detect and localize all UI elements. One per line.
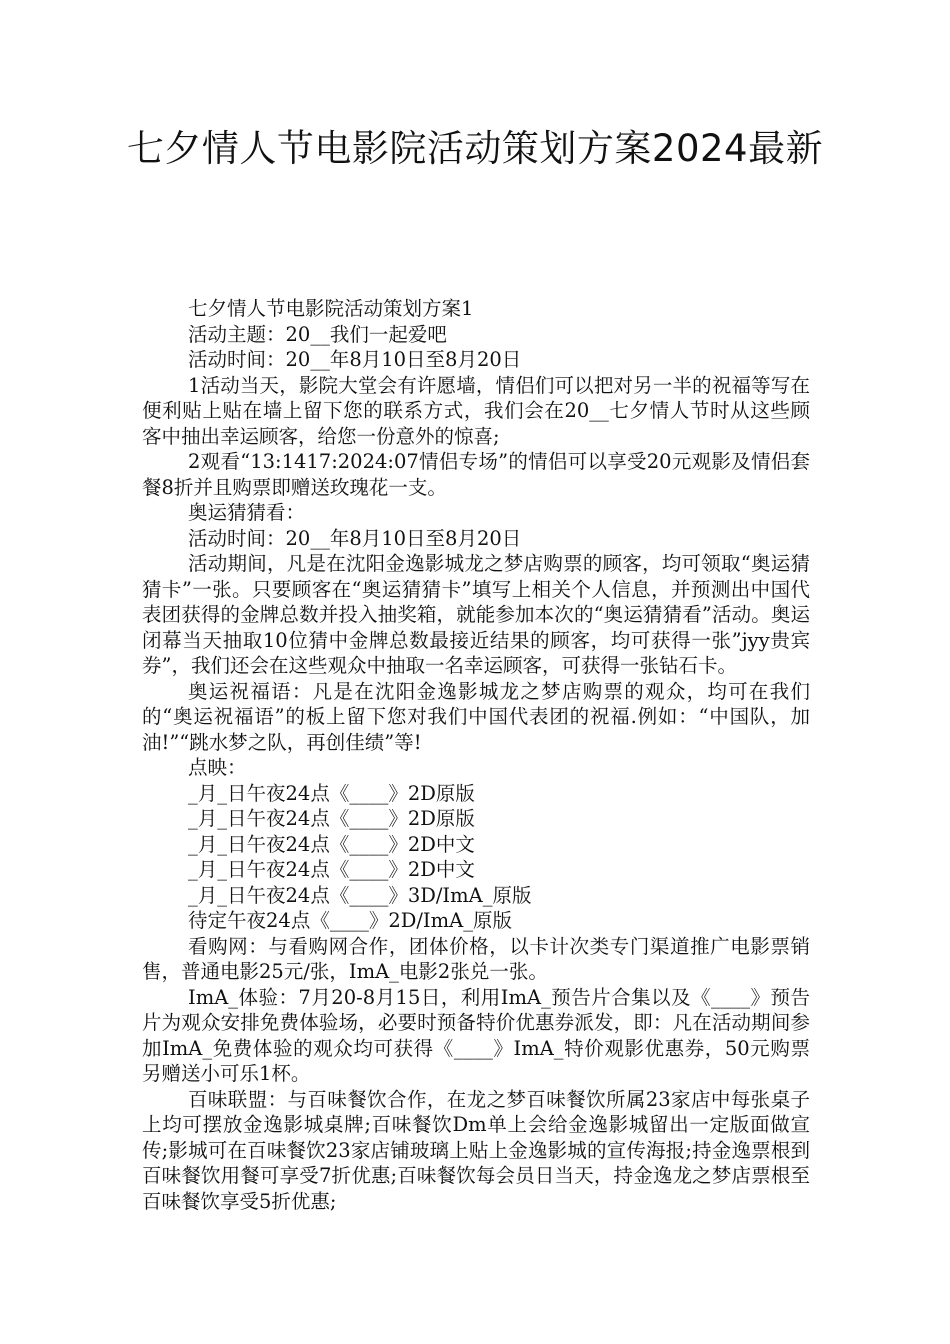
paragraph-activity-theme: 活动主题：20__我们一起爱吧: [188, 322, 447, 346]
paragraph-screening-heading: 点映：: [188, 756, 247, 779]
document-body: [142, 296, 810, 1214]
paragraph-baiwei-alliance: 百味联盟：与百味餐饮合作，在龙之梦百味餐饮所属23家店中每张桌子上均可摆放金逸影城桌牌;百味餐饮Dm单上会给金逸影城留出一定版面做宣传;影城可在百味餐饮23家店铺玻璃上贴上金逸影城的宣传海报;持金逸票根到百味餐饮用餐可享受7折优惠;百味餐饮每会员日当天，持金逸龙之梦店票根至百味餐饮享受5折优惠;: [142, 1087, 810, 1213]
paragraph-wish-wall: 1活动当天，影院大堂会有许愿墙，情侣们可以把对另一半的祝福等写在便利贴上贴在墙上留下您的联系方式，我们会在20__七夕情人节时从这些顾客中抽出幸运顾客，给您一份意外的惊喜;: [142, 373, 810, 448]
paragraph-kangou-partnership: 看购网：与看购网合作，团体价格，以卡计次类专门渠道推广电影票销售，普通电影25元/张，ImA_电影2张兑一张。: [142, 934, 810, 983]
paragraph-olympic-guess-detail: 活动期间，凡是在沈阳金逸影城龙之梦店购票的顾客，均可领取“奥运猜猜卡”一张。只要顾客在“奥运猜猜卡”填写上相关个人信息，并预测出中国代表团获得的金牌总数并投入抽奖箱，就能参加本次的“奥运猜猜看”活动。奥运闭幕当天抽取10位猜中金牌总数最接近结果的顾客，均可获得一张”jyy贵宾券”，我们还会在这些观众中抽取一名幸运顾客，可获得一张钻石卡。: [142, 552, 810, 677]
paragraph-screening-item: _月_日午夜24点《____》2D中文: [188, 858, 475, 881]
paragraph-olympic-wishes: 奥运祝福语：凡是在沈阳金逸影城龙之梦店购票的观众，均可在我们的“奥运祝福语”的板上留下您对我们中国代表团的祝福.例如：“中国队，加油!”“跳水梦之队，再创佳绩”等!: [142, 679, 810, 754]
paragraph-plan-heading: 七夕情人节电影院活动策划方案1: [188, 297, 474, 320]
paragraph-screening-item: _月_日午夜24点《____》2D原版: [188, 807, 475, 830]
paragraph-couple-session: 2观看“13:1417:2024:07情侣专场”的情侣可以享受20元观影及情侣套餐8折并且购票即赠送玫瑰花一支。: [142, 450, 810, 499]
paragraph-olympic-guess-heading: 奥运猜猜看：: [188, 501, 306, 524]
paragraph-activity-time: 活动时间：20__年8月10日至8月20日: [188, 348, 522, 371]
paragraph-olympic-guess-time: 活动时间：20__年8月10日至8月20日: [188, 526, 522, 550]
paragraph-screening-item: 待定午夜24点《____》2D/ImA_原版: [188, 909, 512, 932]
paragraph-screening-item: _月_日午夜24点《____》2D中文: [188, 832, 475, 856]
paragraph-imax-experience: ImA_体验：7月20-8月15日，利用ImA_预告片合集以及《____》预告片为观众安排免费体验场，必要时预备特价优惠券派发，即：凡在活动期间参加ImA_免费体验的观众均可获得《____》ImA_特价观影优惠券，50元购票另赠送小可乐1杯。: [142, 985, 810, 1085]
paragraph-screening-item: _月_日午夜24点《____》3D/ImA_原版: [188, 883, 532, 907]
paragraph-screening-item: _月_日午夜24点《____》2D原版: [188, 781, 475, 805]
document-title: 七夕情人节电影院活动策划方案2024最新: [126, 127, 824, 170]
